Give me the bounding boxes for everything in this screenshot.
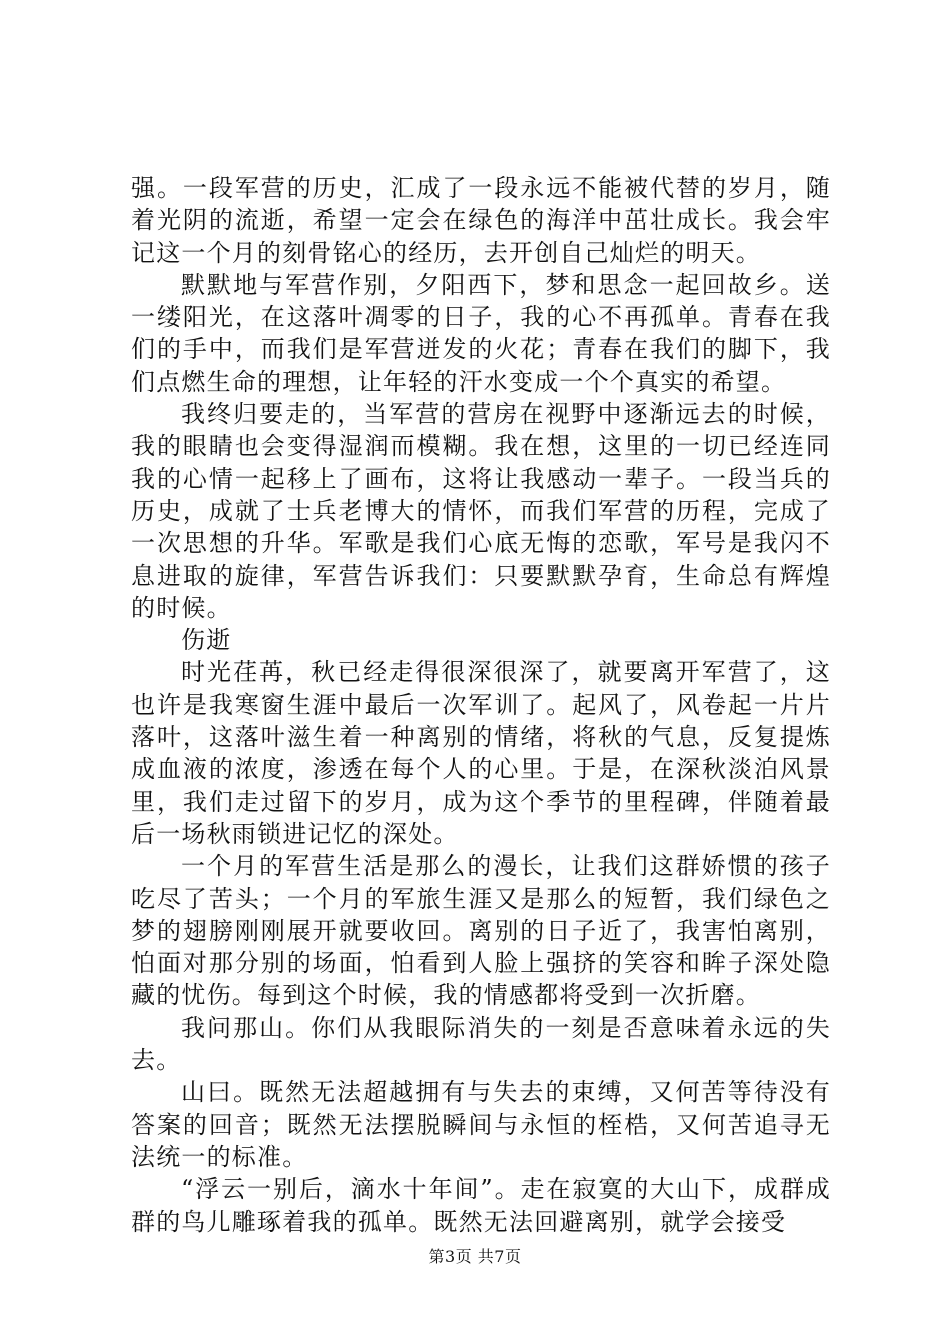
paragraph: “浮云一别后，滴水十年间”。走在寂寞的大山下，成群成群的鸟儿雕琢着我的孤单。既然无法回避离别，就学会接受: [131, 1175, 831, 1236]
paragraph: 默默地与军营作别，夕阳西下，梦和思念一起回故乡。送一缕阳光，在这落叶凋零的日子，我的心不再孤单。青春在我们的手中，而我们是军营迸发的火花；青春在我们的脚下，我们点燃生命的理想，让年轻的汗水变成一个个真实的希望。: [131, 270, 831, 396]
paragraph: 我终归要走的，当军营的营房在视野中逐渐远去的时候，我的眼睛也会变得湿润而模糊。我在想，这里的一切已经连同我的心情一起移上了画布，这将让我感动一辈子。一段当兵的历史，成就了士兵老博大的情怀，而我们军营的历程，完成了一次思想的升华。军歌是我们心底无悔的恋歌，军号是我闪不息进取的旋律，军营告诉我们：只要默默孕育，生命总有辉煌的时候。: [131, 400, 831, 622]
paragraph: 我问那山。你们从我眼际消失的一刻是否意味着永远的失去。: [131, 1013, 831, 1075]
body-text: [131, 172, 831, 1238]
page-number-footer: 第3页 共7页: [428, 1247, 522, 1266]
paragraph: 一个月的军营生活是那么的漫长，让我们这群娇惯的孩子吃尽了苦头；一个月的军旅生涯又是那么的短暂，我们绿色之梦的翅膀刚刚展开就要收回。离别的日子近了，我害怕离别，怕面对那分别的场面，怕看到人脸上强挤的笑容和眸子深处隐藏的忧伤。每到这个时候，我的情感都将受到一次折磨。: [131, 852, 831, 1010]
paragraph: 山曰。既然无法超越拥有与失去的束缚，又何苦等待没有答案的回音；既然无法摆脱瞬间与永恒的桎梏，又何苦追寻无法统一的标准。: [131, 1078, 831, 1171]
paragraph: 强。一段军营的历史，汇成了一段永远不能被代替的岁月，随着光阴的流逝，希望一定会在绿色的海洋中茁壮成长。我会牢记这一个月的刻骨铭心的经历，去开创自己灿烂的明天。: [131, 174, 831, 267]
section-heading: 伤逝: [181, 626, 232, 655]
paragraph: 时光荏苒，秋已经走得很深很深了，就要离开军营了，这也许是我寒窗生涯中最后一次军训了。起风了，风卷起一片片落叶，这落叶滋生着一种离别的情绪，将秋的气息，反复提炼成血液的浓度，渗透在每个人的心里。于是，在深秋淡泊风景里，我们走过留下的岁月，成为这个季节的里程碑，伴随着最后一场秋雨锁进记忆的深处。: [131, 658, 831, 848]
